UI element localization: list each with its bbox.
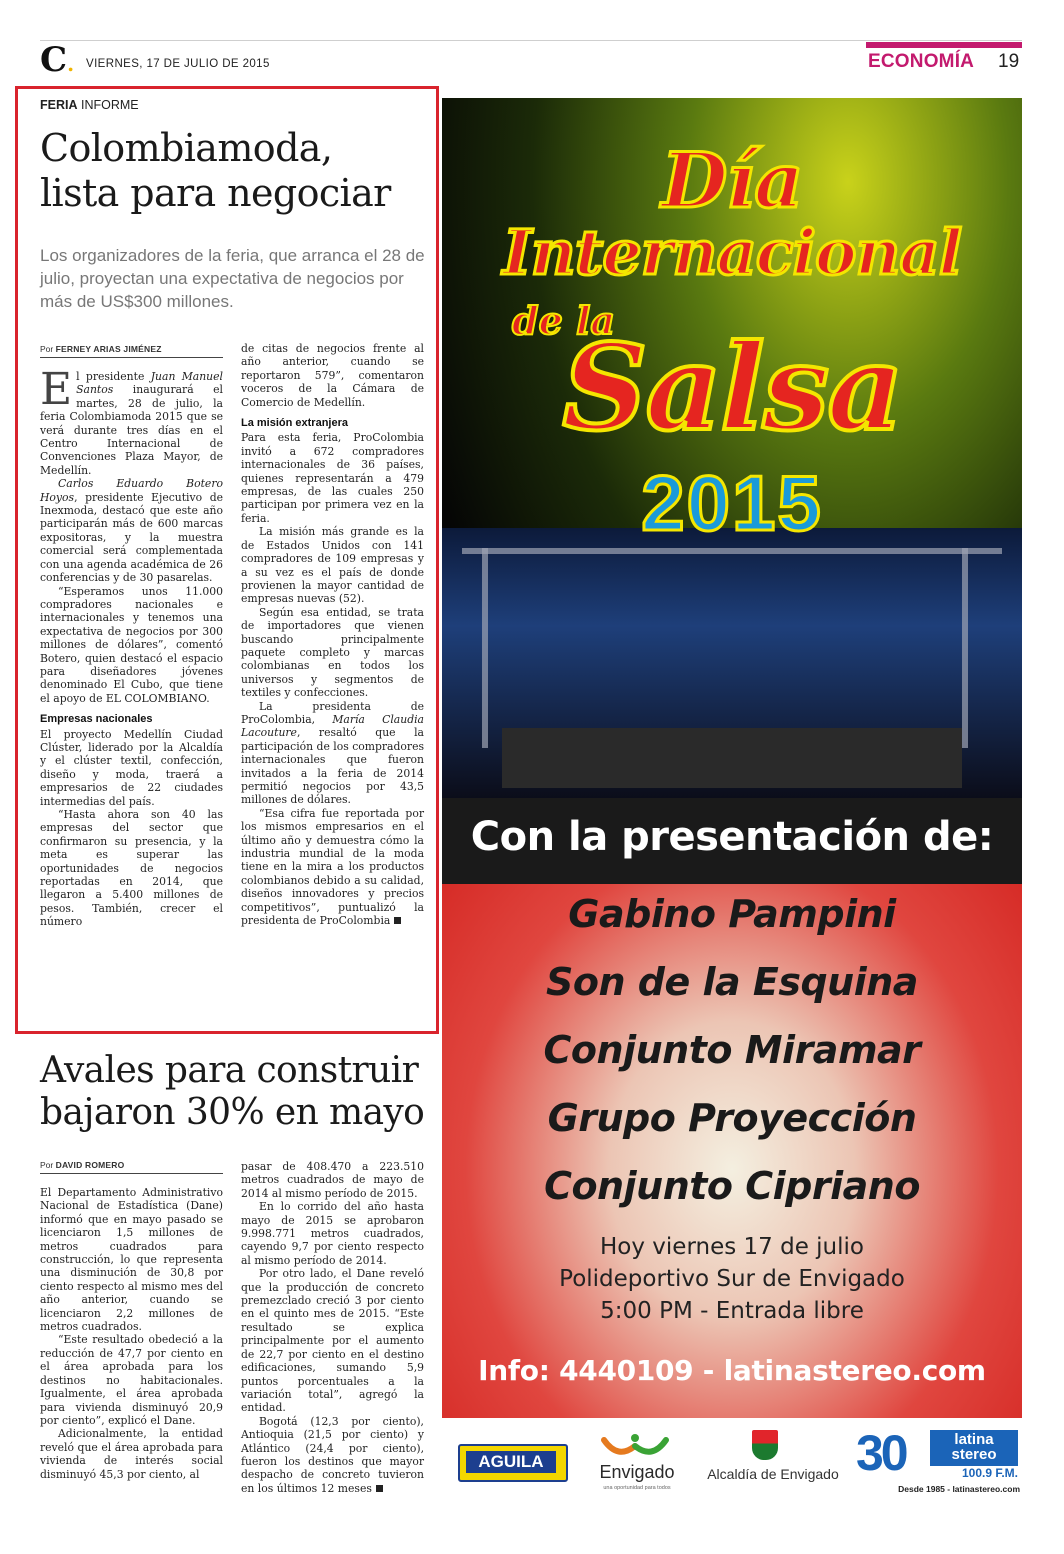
article-paragraph: El presidente Juan Manuel Santos inaugurará el martes, 28 de julio, la feria Colombiamoda 2015 que se verá durante tres días en el Centro Internacional de Convenciones Plaza Mayor, de Medellín. <box>40 364 223 477</box>
latina-stereo-name: latina stereo <box>930 1430 1018 1466</box>
latina-stereo-30-logo: 30 <box>856 1425 906 1481</box>
article-column-2 <box>241 342 424 927</box>
ad-act: Conjunto Cipriano <box>544 1164 920 1208</box>
stage-truss <box>962 548 968 748</box>
ad-year: 2015 <box>641 459 823 547</box>
stage-floor <box>502 728 962 788</box>
section-color-bar <box>866 42 1022 48</box>
issue-date: VIERNES, 17 DE JULIO DE 2015 <box>86 58 270 70</box>
ad-title-line: Salsa <box>562 318 902 457</box>
drop-cap: E <box>40 364 73 415</box>
ad-venue-line: Polideportivo Sur de Envigado <box>559 1266 905 1292</box>
article-paragraph: La presidenta de ProColombia, María Claudia Lacouture, resaltó que la participación de los compradores internacionales que fueron invitados a la feria de 2014 permitió negocios por 43,5 millones de dólares. <box>241 699 424 807</box>
latina-stereo-tagline: Desde 1985 - latinastereo.com <box>898 1484 1020 1494</box>
article2-column-1 <box>40 1186 223 1481</box>
article-paragraph: de citas de negocios frente al año anterior, cuando se reportaron 579”, comentaron voceros de la Cámara de Comercio de Medellín. <box>241 342 424 409</box>
article-paragraph: “Hasta ahora son 40 las empresas del sector que confirmaron su presencia, y la meta es superar las oportunidades de negocios reportadas en 2014, que llegaron a 5.400 millones de pesos. También, crecer el número <box>40 808 223 929</box>
latina-stereo-frequency: 100.9 F.M. <box>961 1466 1018 1480</box>
article-headline: Colombiamoda, lista para negociar <box>40 126 391 215</box>
article-paragraph: pasar de 408.470 a 223.510 metros cuadrados de mayo de 2014 al mismo período de 2015. <box>241 1160 424 1200</box>
section-name: ECONOMÍA <box>868 51 975 72</box>
article-paragraph: La misión más grande es la de Estados Unidos con 141 compradores de 109 empresas y a su vez es el país de donde provienen la mayor cantidad de empresas nuevas (52). <box>241 525 424 606</box>
alcaldia-shield-icon <box>752 1430 778 1460</box>
envigado-tagline: una oportunidad para todos <box>603 1485 671 1491</box>
ad-act: Grupo Proyección <box>547 1096 917 1140</box>
article-kicker: FERIA INFORME <box>40 98 139 112</box>
alcaldia-logo-text: Alcaldía de Envigado <box>707 1466 839 1482</box>
end-mark-icon <box>394 917 401 924</box>
ad-title-line: de la <box>512 298 616 343</box>
article-paragraph: “Esa cifra fue reportada por los mismos empresarios en el último año y demuestra cómo la industria mundial de la moda tiene en la mira a los productos colombianos debido a su calidad, diseños innovadores y precios competitivos”, puntualizó la presidenta de ProColombia <box>241 806 424 928</box>
article-deck: Los organizadores de la feria, que arranca el 28 de julio, proyectan una expectativa de negocios por más de US$300 millones. <box>40 246 425 311</box>
article-paragraph: Bogotá (12,3 por ciento), Antioquia (21,5 por ciento) y Atlántico (24,4 por ciento), fueron los destinos que mayor despacho de concreto tuvieron en los últimos 12 meses <box>241 1414 424 1495</box>
ad-time-line: 5:00 PM - Entrada libre <box>600 1298 864 1324</box>
article-paragraph: “Esperamos unos 11.000 compradores nacionales e internacionales y tenemos una expectativa de negocios por 300 millones de dólares”, comentó Botero, quien destacó el espacio para diseñadores jóvenes denominado El Cubo, que tiene el apoyo de EL COLOMBIANO. <box>40 584 223 705</box>
ad-title-line: Internacional <box>502 216 962 289</box>
article-paragraph: En lo corrido del año hasta mayo de 2015 se aprobaron 9.998.771 metros cuadrados, cayendo 9,7 por ciento respecto al mismo período de 2014. <box>241 1200 424 1267</box>
newspaper-logo: C. <box>40 40 75 80</box>
ad-act: Son de la Esquina <box>546 960 918 1004</box>
stage-truss <box>482 548 488 748</box>
aguila-logo: AGUILA <box>458 1444 568 1482</box>
ad-act: Gabino Pampini <box>568 892 896 936</box>
article-paragraph: Según esa entidad, se trata de importadores que vienen buscando principalmente paquete completo y marcas colombianas en todos los universos y segmentos de textiles y confecciones. <box>241 605 424 700</box>
sponsor-strip <box>442 1418 1022 1518</box>
article-paragraph: Carlos Eduardo Botero Hoyos, presidente Ejecutivo de Inexmoda, destacó que este año participarán más de 600 marcas expositoras, y la muestra comercial será complementada con una agenda académica de 26 conferencias y de 30 pasarelas. <box>40 477 223 585</box>
ad-title-line: Día <box>661 136 803 225</box>
article-paragraph: Adicionalmente, la entidad reveló que el área aprobada para vivienda de interés social disminuyó 45,3 por ciento, al <box>40 1427 223 1481</box>
article2-headline: Avales para construir bajaron 30% en mayo <box>40 1050 425 1133</box>
envigado-logo-text: Envigado <box>599 1462 675 1482</box>
ad-act: Conjunto Miramar <box>543 1028 921 1072</box>
end-mark-icon <box>376 1485 383 1492</box>
article-column-1 <box>40 364 223 929</box>
article-paragraph: El proyecto Medellín Ciudad Clúster, liderado por la Alcaldía y el clúster textil, confección, diseño y moda, traerá a empresarios de 22 ciudades intermedias del país. <box>40 727 223 808</box>
header-rule <box>40 40 1022 41</box>
article-paragraph: Para esta feria, ProColombia invitó a 672 compradores internacionales de 36 países, quienes representarán a 479 empresas, de las cuales 250 participan por primera vez en la feria. <box>241 431 424 525</box>
article-paragraph: Por otro lado, el Dane reveló que la producción de concreto premezclado creció 3 por ciento en el quinto mes de 2015. “Este resultado se explica principalmente por el aumento de 22,7 por ciento en el destino edificaciones, sumando 5,9 puntos porcentuales a la variación total”, agregó la entidad. <box>241 1267 424 1415</box>
article-paragraph: “Este resultado obedeció a la reducción de 47,7 por ciento en el área aprobada para los destinos no habitacionales. Igualmente, el área aprobada para vivienda disminuyó 20,9 por ciento”, explicó el Dane. <box>40 1333 223 1427</box>
article2-byline: Por DAVID ROMERO <box>40 1160 223 1174</box>
ad-stage-photo <box>442 528 1022 808</box>
page-number: 19 <box>998 51 1020 72</box>
ad-presentation-heading: Con la presentación de: <box>470 814 994 860</box>
envigado-logo-icon <box>600 1432 670 1462</box>
ad-info-line: Info: 4440109 - latinastereo.com <box>478 1354 986 1387</box>
article-byline: Por FERNEY ARIAS JIMÉNEZ <box>40 344 223 358</box>
article-subhead: La misión extranjera <box>241 417 348 430</box>
article2-column-2 <box>241 1160 424 1495</box>
article-subhead: Empresas nacionales <box>40 713 153 726</box>
article-paragraph: El Departamento Administrativo Nacional de Estadística (Dane) informó que en mayo pasado se licenciaron 1,5 millones de metros cuadrados para construcción, lo que representa una disminución de 30,8 por ciento respecto al mismo mes del año anterior, cuando se licenciaron 2,2 millones de metros cuadrados. <box>40 1186 223 1334</box>
ad-date-line: Hoy viernes 17 de julio <box>600 1234 864 1260</box>
salsa-day-advertisement <box>442 98 1022 1518</box>
